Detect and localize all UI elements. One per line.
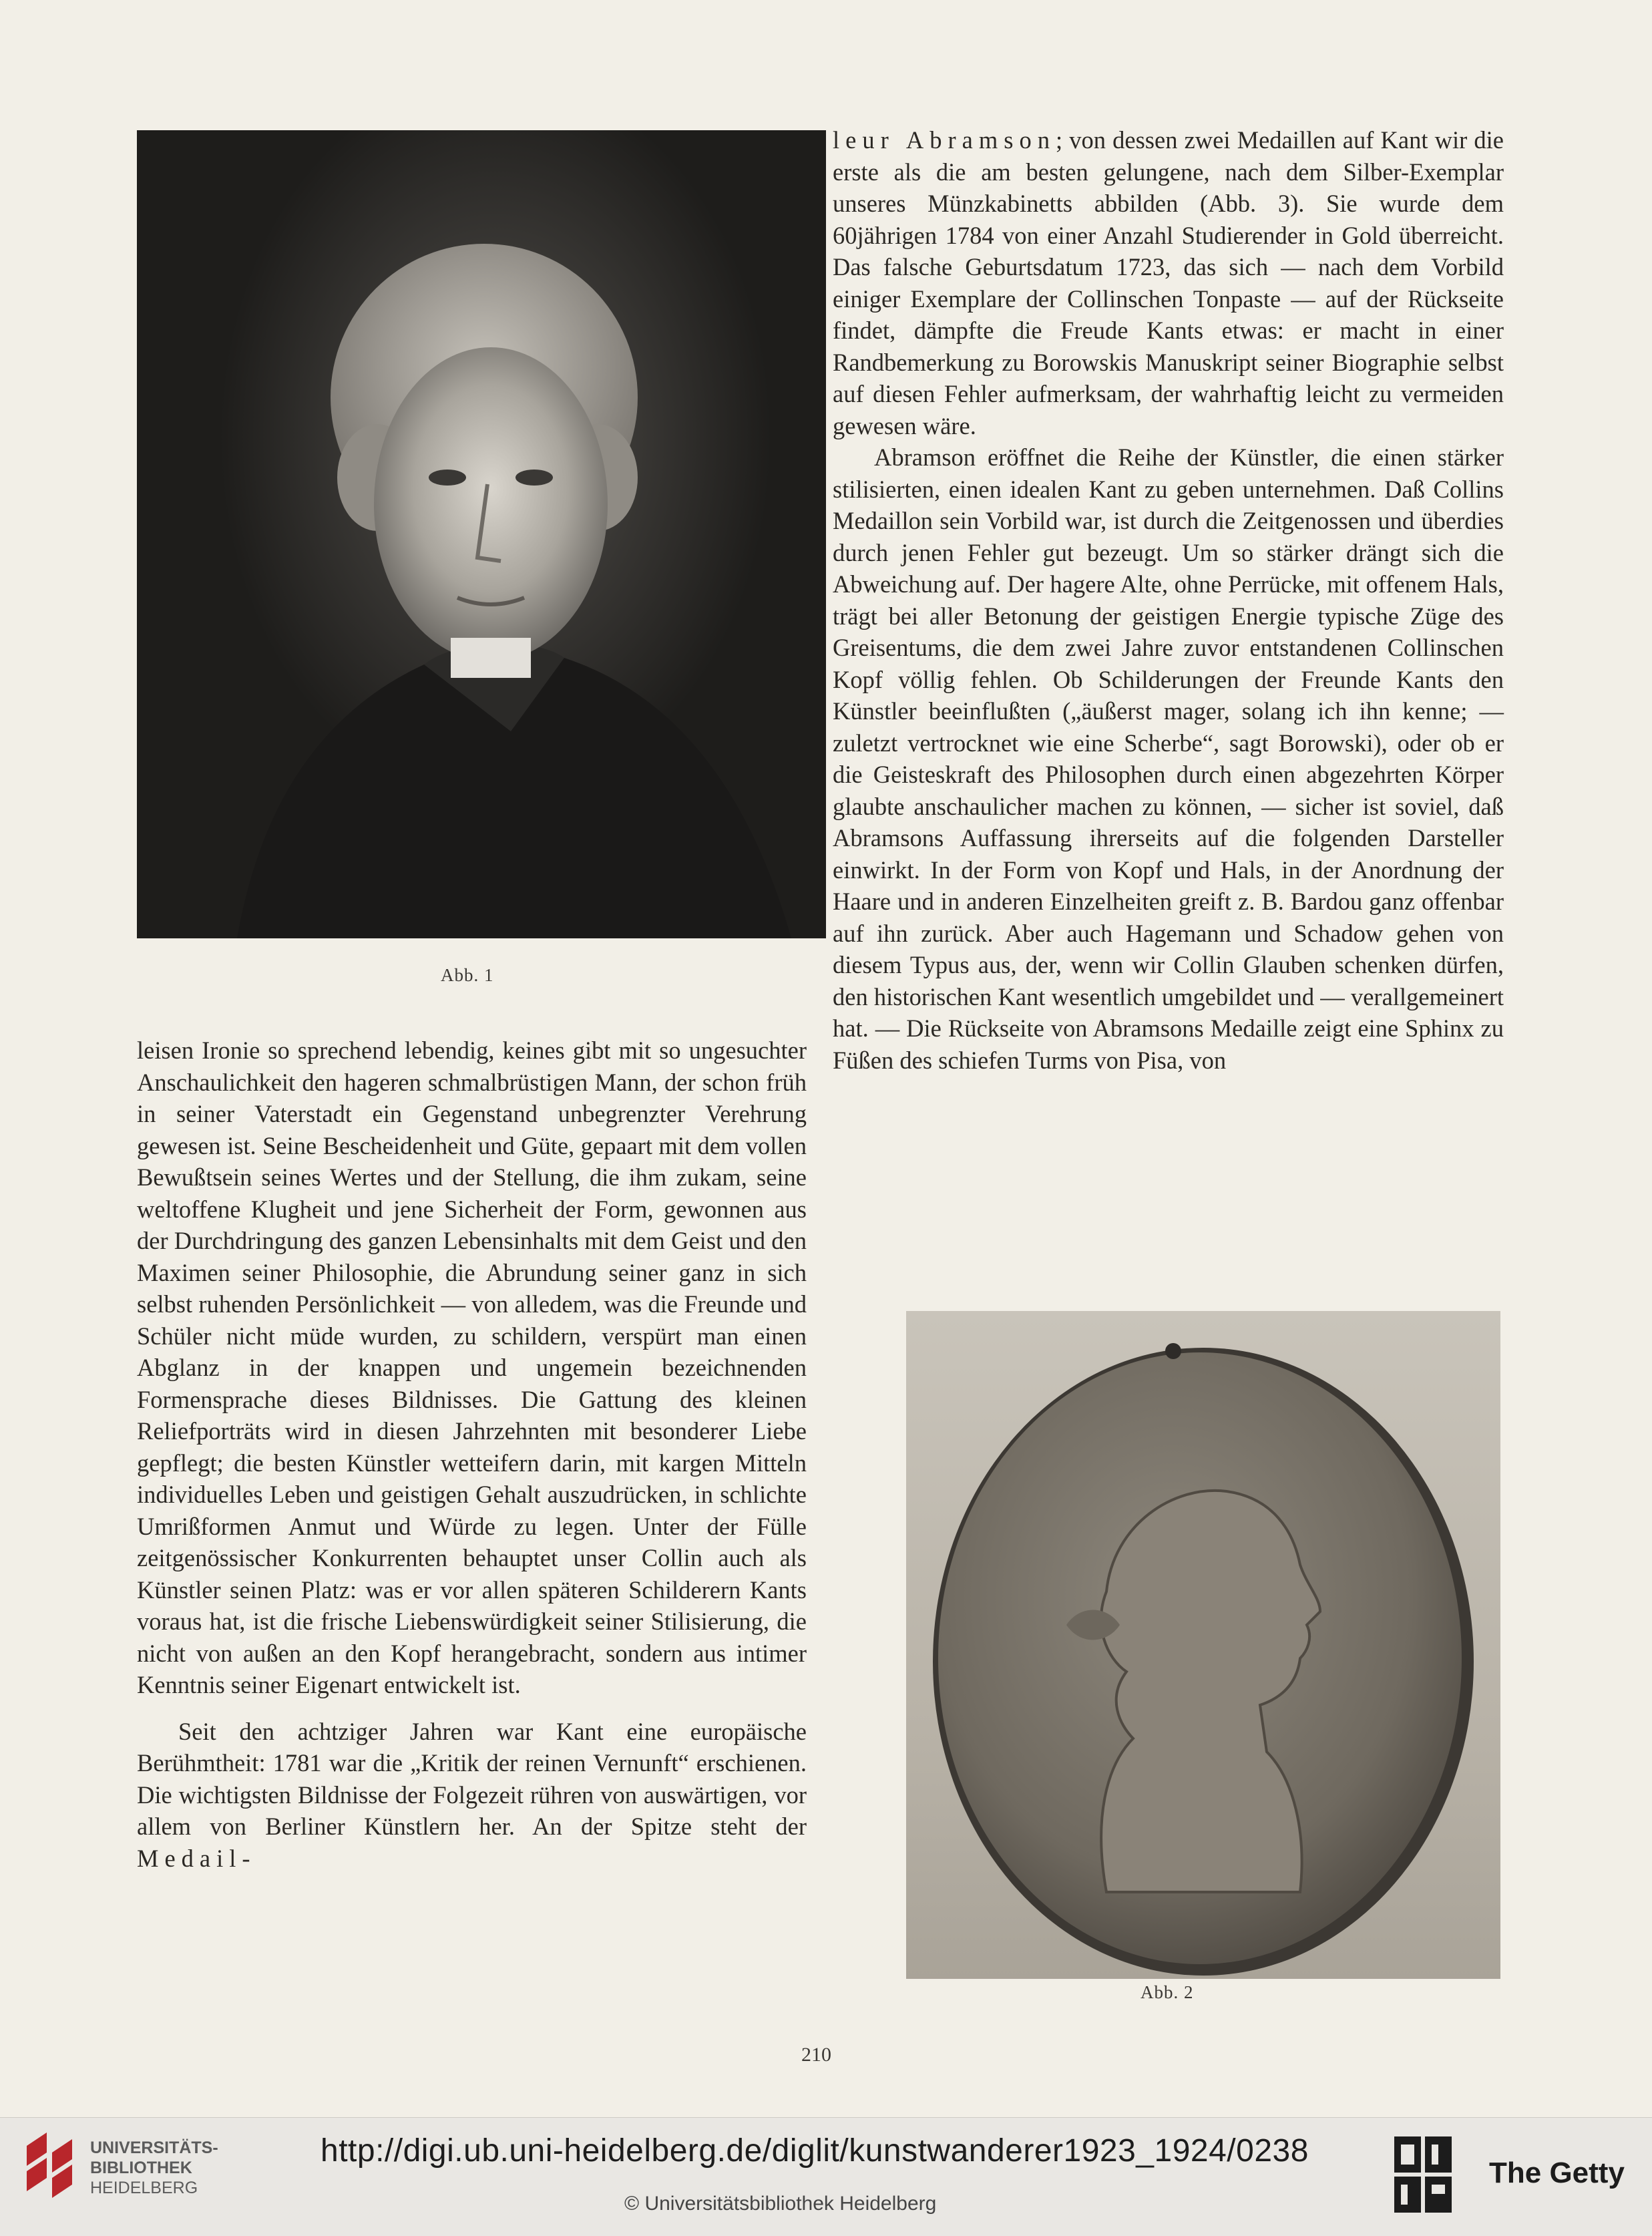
portrait-image (137, 130, 826, 938)
copyright-notice: © Universitätsbibliothek Heidelberg (624, 2193, 937, 2215)
digitization-footer (0, 2117, 1652, 2236)
medallion-image (906, 1311, 1500, 1979)
getty-name: The Getty (1489, 2157, 1625, 2189)
library-name-line-3: HEIDELBERG (90, 2179, 198, 2197)
getty-logo-icon (1389, 2131, 1457, 2218)
left-paragraph-2-spaced: Medail- (137, 1844, 256, 1872)
relief-medallion-photograph (906, 1311, 1500, 1979)
university-library-name (90, 2138, 218, 2198)
university-library-logo-icon (20, 2132, 81, 2211)
right-paragraph-1-spaced: leur Abramson (833, 126, 1056, 154)
left-paragraph-2-text: Seit den achtziger Jahren war Kant eine europäische Berühmtheit: 1781 war die „Kritik der reinen Vernunft“ erschienen. Die wichtigsten Bildnisse der Folgezeit rühren von auswärtigen, vor allem von Berliner Künstlern her. An der Spitze steht der (137, 1717, 807, 1840)
library-name-line-2: BIBLIOTHEK (90, 2159, 192, 2177)
page-number: 210 (801, 2044, 831, 2066)
left-paragraph-2 (137, 1716, 807, 1875)
right-paragraph-2: Abramson eröffnet die Reihe der Künstler, die einen stärker stilisierten, einen idealen Kant zu geben unternehmen. Daß Collins Medaillon sein Vorbild war, ist durch die Zeitgenossen und überdies durch jenen Fehler gut bezeugt. Um so stärker drängt sich die Abweichung auf. Der hagere Alte, ohne Perrücke, mit offenem Hals, trägt bei aller Betonung der geistigen Energie typische Züge des Greisentums, die dem zwei Jahre zuvor entstandenen Collinschen Kopf völlig fehlen. Ob Schilderungen der Freunde Kants den Künstler beeinflußten („äußerst mager, solang ich ihn kenne; — zuletzt vertrocknet wie eine Scherbe“, sagt Borowski), oder ob er die Geisteskraft des Philosophen durch einen abgezehrten Körper glaubte anschaulicher machen zu können, — sicher ist soviel, daß Abramsons Auffassung ihrerseits auf die folgenden Darsteller einwirkt. In der Form von Kopf und Hals, in der Anordnung der Haare und in anderen Einzelheiten greift z. B. Bardou ganz offenbar auf ihn zurück. Aber auch Hagemann und Schadow gehen von diesem Typus aus, der, wenn wir Collin Glauben schenken dürfen, den historischen Kant wesentlich umgebildet und — verallgemeinert hat. — Die Rückseite von Abramsons Medaille zeigt eine Sphinx zu Füßen des schiefen Turms von Pisa, von (833, 443, 1504, 1074)
right-paragraph-1-text: ; von dessen zwei Medaillen auf Kant wir die erste als die am besten gelungene, nach dem Silber-Exemplar unseres Münzkabinetts abbilden (Abb. 3). Sie wurde dem 60jährigen 1784 von einer Anzahl Studierender in Gold überreicht. Das falsche Geburtsdatum 1723, das sich — nach dem Vorbild einiger Exemplare der Collinschen Tonpaste — auf der Rückseite findet, dämpfte die Freude Kants etwas: er macht in einer Randbemerkung zu Borowskis Manuskript seiner Biographie selbst auf diesen Fehler aufmerksam, der wahrhaftig leicht zu vermeiden gewesen wäre. (833, 126, 1504, 439)
figure-2-caption: Abb. 2 (1141, 1982, 1194, 2002)
left-text-column (137, 1035, 807, 1874)
right-text-column (833, 124, 1504, 1076)
figure-1-caption: Abb. 1 (441, 965, 494, 985)
permalink-url[interactable]: http://digi.ub.uni-heidelberg.de/diglit/kunstwanderer1923_1924/0238 (321, 2133, 1309, 2169)
library-name-line-1: UNIVERSITÄTS- (90, 2138, 218, 2157)
left-paragraph-1: leisen Ironie so sprechend lebendig, keines gibt mit so ungesuchter Anschaulichkeit den hageren schmalbrüstigen Mann, der schon früh in seiner Vaterstadt ein Gegenstand unbegrenzter Verehrung gewesen ist. Seine Bescheidenheit und Güte, gepaart mit dem vollen Bewußtsein seines Wertes und der Stellung, die ihm zukam, seine weltoffene Klugheit und jene Sicherheit der Form, gewonnen aus der Durchdringung des ganzen Lebensinhalts mit dem Geist und den Maximen seiner Philosophie, die Abrundung seiner ganz in sich selbst ruhenden Persönlichkeit — von alledem, was die Freunde und Schüler nicht müde wurden, zu schildern, verspürt man einen Abglanz in der knappen und ungemein bezeichnenden Formensprache dieses Bildnisses. Die Gattung des kleinen Reliefporträts wird in diesen Jahrzehnten mit besonderer Liebe gepflegt; die besten Künstler wetteifern darin, mit kargen Mitteln individuelles Leben und geistigen Gehalt auszudrücken, in schlichte Umrißformen Anmut und Würde zu legen. Unter der Fülle zeitgenössischer Konkurrenten behauptet unser Collin auch als Künstler seinen Platz: was er vor allen späteren Schilderern Kants voraus hat, ist die frische Liebenswürdigkeit seiner Stilisierung, die nicht von außen an den Kopf herangebracht, sondern aus intimer Kenntnis seiner Eigenart entwickelt ist. (137, 1037, 807, 1698)
portrait-photograph-kant (137, 130, 826, 938)
right-paragraph-1 (833, 124, 1504, 441)
